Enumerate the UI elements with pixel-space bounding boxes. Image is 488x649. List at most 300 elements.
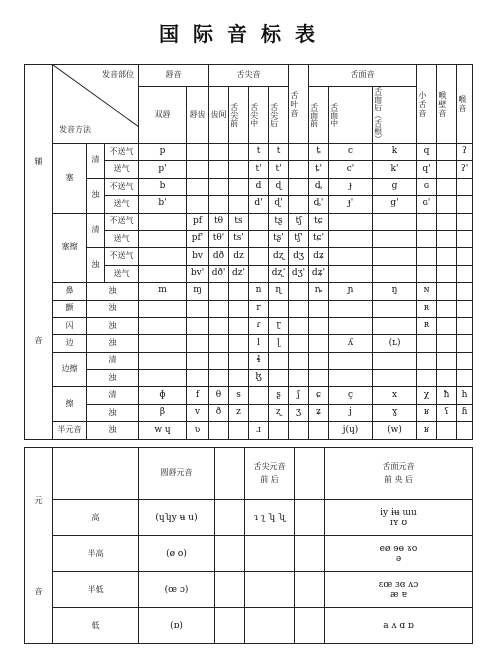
phoneme-cell	[209, 283, 229, 300]
phoneme-cell: k	[373, 144, 417, 161]
phoneme-cell	[249, 404, 269, 421]
blank-cell-2	[295, 572, 325, 608]
phoneme-cell: ʔ'	[457, 161, 473, 178]
phoneme-cell	[329, 300, 373, 317]
side-label-column	[25, 65, 53, 440]
blank-cell-2	[295, 500, 325, 536]
subgroup-label: 唇齿	[189, 110, 206, 120]
manner-cell: 边	[53, 335, 87, 352]
phoneme-cell	[209, 335, 229, 352]
phoneme-cell: ɴ	[417, 283, 437, 300]
phoneme-cell: ʂ	[269, 387, 289, 404]
dorsal-vowels-secondary: ə	[395, 553, 402, 564]
phoneme-cell: ɸ	[139, 387, 187, 404]
phoneme-cell	[187, 370, 209, 387]
dorsal-vowels-secondary: æ ɐ	[390, 589, 407, 600]
phoneme-cell: θ	[209, 387, 229, 404]
phoneme-cell	[187, 335, 209, 352]
phoneme-cell: f	[187, 387, 209, 404]
phoneme-cell: q	[417, 144, 437, 161]
phoneme-cell: ʁ	[417, 404, 437, 421]
phoneme-cell: ts	[229, 213, 249, 230]
phoneme-cell	[437, 161, 457, 178]
phoneme-cell: g	[373, 178, 417, 195]
phoneme-cell: dʑ'	[309, 265, 329, 282]
dorsal-vowel-cell	[325, 500, 473, 536]
phoneme-cell	[437, 248, 457, 265]
dorsal-sub: 前 央 后	[383, 474, 414, 484]
vowel-row	[25, 536, 473, 572]
phoneme-cell: tʃ'	[289, 230, 309, 247]
voicing-cell: 浊	[87, 317, 139, 334]
phoneme-cell: z	[229, 404, 249, 421]
phoneme-cell: t	[269, 144, 289, 161]
phoneme-cell: ʀ	[417, 300, 437, 317]
phoneme-cell: c'	[329, 161, 373, 178]
consonant-row	[25, 370, 473, 387]
phoneme-cell	[187, 352, 209, 369]
phoneme-cell	[187, 317, 209, 334]
group-label: 喉壁音	[437, 90, 447, 118]
phoneme-cell	[437, 265, 457, 282]
phoneme-cell	[229, 370, 249, 387]
phoneme-cell	[417, 265, 437, 282]
subgroup-label: 舌面后（舌根）	[373, 87, 383, 143]
phoneme-cell	[187, 300, 209, 317]
phoneme-cell: dʐ	[269, 248, 289, 265]
phoneme-cell	[437, 178, 457, 195]
phoneme-cell	[289, 352, 309, 369]
phoneme-cell: r	[249, 300, 269, 317]
phoneme-cell	[457, 335, 473, 352]
phoneme-cell	[309, 370, 329, 387]
phoneme-cell: ɖ	[269, 178, 289, 195]
phoneme-cell	[457, 352, 473, 369]
voicing-cell: 浊	[87, 422, 139, 439]
phoneme-cell	[417, 335, 437, 352]
consonant-row	[25, 387, 473, 404]
phoneme-cell	[417, 248, 437, 265]
phoneme-cell: ʀ	[417, 317, 437, 334]
consonant-row	[25, 352, 473, 369]
vowel-height-cell: 高	[53, 500, 139, 536]
phoneme-cell: tʂ	[269, 213, 289, 230]
phoneme-cell	[457, 196, 473, 213]
rounded-vowel-header: 圆唇元音	[139, 448, 215, 500]
phoneme-cell	[437, 283, 457, 300]
phoneme-cell	[229, 317, 249, 334]
subgroup-header-0-0	[139, 87, 187, 144]
apical-label: 舌尖元音	[253, 461, 286, 471]
phoneme-cell	[417, 352, 437, 369]
aspiration-cell: 送气	[105, 196, 139, 213]
voicing-cell: 浊	[87, 335, 139, 352]
voicing-cell: 浊	[87, 248, 105, 283]
subgroup-label: 齿间	[210, 110, 227, 120]
phoneme-cell	[373, 352, 417, 369]
phoneme-cell: pf	[187, 213, 209, 230]
phoneme-cell	[229, 161, 249, 178]
phoneme-cell	[269, 422, 289, 439]
phoneme-cell	[209, 178, 229, 195]
vowel-side-yin: 音	[34, 586, 43, 596]
phoneme-cell	[269, 300, 289, 317]
phoneme-cell	[457, 422, 473, 439]
phoneme-cell	[249, 230, 269, 247]
phoneme-cell	[309, 422, 329, 439]
phoneme-cell: dʒ'	[289, 265, 309, 282]
phoneme-cell: ħ	[437, 387, 457, 404]
phoneme-cell	[437, 230, 457, 247]
phoneme-cell	[457, 248, 473, 265]
group-header-3: 舌面音	[309, 65, 417, 87]
phoneme-cell	[209, 161, 229, 178]
subgroup-header-1-3	[269, 87, 289, 144]
phoneme-cell: (w)	[373, 422, 417, 439]
consonant-row	[25, 422, 473, 439]
phoneme-cell: d	[249, 178, 269, 195]
manner-cell: 鼻	[53, 283, 87, 300]
phoneme-cell: dʒ	[289, 248, 309, 265]
subgroup-header-1-2	[249, 87, 269, 144]
phoneme-cell	[187, 161, 209, 178]
phoneme-cell: x	[373, 387, 417, 404]
group-header-2	[289, 65, 309, 144]
phoneme-cell: ɭ	[269, 335, 289, 352]
consonant-row	[25, 213, 473, 230]
phoneme-cell: tɕ	[309, 213, 329, 230]
phoneme-cell	[309, 352, 329, 369]
phoneme-cell	[373, 370, 417, 387]
phoneme-cell: v	[187, 404, 209, 421]
phoneme-cell	[309, 317, 329, 334]
phoneme-cell: d'	[249, 196, 269, 213]
phoneme-cell: ts'	[229, 230, 249, 247]
phoneme-cell	[457, 265, 473, 282]
phoneme-cell: dʑ	[309, 248, 329, 265]
phoneme-cell	[139, 317, 187, 334]
blank-cell	[215, 500, 245, 536]
vowel-height-cell: 半低	[53, 572, 139, 608]
aspiration-cell: 送气	[105, 161, 139, 178]
phoneme-cell: ɬ	[249, 352, 269, 369]
phoneme-cell: ŋ	[373, 283, 417, 300]
dorsal-vowels-secondary: ɪʏ ʊ	[389, 517, 408, 528]
aspiration-cell: 送气	[105, 265, 139, 282]
blank-cell	[215, 536, 245, 572]
phoneme-cell	[329, 213, 373, 230]
phoneme-cell	[139, 265, 187, 282]
group-label: 喉音	[457, 95, 467, 113]
phoneme-cell	[187, 178, 209, 195]
phoneme-cell: s	[229, 387, 249, 404]
phoneme-cell	[229, 178, 249, 195]
phoneme-cell	[437, 352, 457, 369]
blank-cell	[215, 608, 245, 644]
subgroup-header-1-1	[229, 87, 249, 144]
phoneme-cell	[329, 230, 373, 247]
phoneme-cell	[437, 144, 457, 161]
phoneme-cell	[417, 370, 437, 387]
phoneme-cell	[417, 230, 437, 247]
phoneme-cell: t'	[269, 161, 289, 178]
phoneme-cell: j	[329, 404, 373, 421]
phoneme-cell	[289, 370, 309, 387]
phoneme-cell: ɟ'	[329, 196, 373, 213]
voicing-cell: 清	[87, 144, 105, 179]
voicing-cell: 清	[87, 213, 105, 248]
manner-label: 发音方法	[59, 125, 91, 135]
group-header-0: 唇音	[139, 65, 209, 87]
apical-vowel-cell: ɿ ʅ ʮ ʯ	[245, 500, 295, 536]
consonant-row	[25, 317, 473, 334]
phoneme-cell	[229, 300, 249, 317]
phoneme-cell: c	[329, 144, 373, 161]
phoneme-cell: j(ɥ)	[329, 422, 373, 439]
consonant-row	[25, 300, 473, 317]
group-header-4	[417, 65, 437, 144]
dorsal-vowel-header	[325, 448, 473, 500]
vowel-row	[25, 608, 473, 644]
phoneme-cell	[209, 196, 229, 213]
phoneme-cell: tʃ	[289, 213, 309, 230]
phoneme-cell	[209, 317, 229, 334]
side-label-fu: 辅	[34, 157, 43, 167]
phoneme-cell	[139, 370, 187, 387]
apical-vowel-header	[245, 448, 295, 500]
phoneme-cell: h	[457, 387, 473, 404]
rounded-vowel-cell: (ø o)	[139, 536, 215, 572]
phoneme-cell: ɢ'	[417, 196, 437, 213]
consonant-row	[25, 178, 473, 195]
phoneme-cell: tʂ'	[269, 230, 289, 247]
phoneme-cell	[437, 422, 457, 439]
manner-cell: 擦	[53, 387, 87, 422]
blank-cell-2	[295, 536, 325, 572]
aspiration-cell: 不送气	[105, 248, 139, 265]
phoneme-cell	[139, 248, 187, 265]
subgroup-label: 舌尖前	[229, 103, 239, 127]
phoneme-cell	[289, 317, 309, 334]
manner-cell: 塞擦	[53, 213, 87, 283]
phoneme-cell	[373, 300, 417, 317]
aspiration-cell: 不送气	[105, 178, 139, 195]
dorsal-vowel-cell	[325, 608, 473, 644]
phoneme-cell	[209, 300, 229, 317]
rounded-vowel-cell: (œ ɔ)	[139, 572, 215, 608]
phoneme-cell	[249, 248, 269, 265]
phoneme-cell: ɹ	[249, 422, 269, 439]
subgroup-label: 舌面中	[329, 103, 339, 127]
phoneme-cell	[139, 335, 187, 352]
phoneme-cell	[437, 300, 457, 317]
phoneme-cell: k'	[373, 161, 417, 178]
phoneme-cell: bv'	[187, 265, 209, 282]
phoneme-cell	[209, 370, 229, 387]
manner-cell: 闪	[53, 317, 87, 334]
phoneme-cell	[457, 213, 473, 230]
consonant-table	[24, 64, 473, 440]
subgroup-label: 舌尖后	[269, 103, 279, 127]
phoneme-cell	[289, 422, 309, 439]
group-header-6	[457, 65, 473, 144]
phoneme-cell	[209, 422, 229, 439]
subgroup-header-3-1	[329, 87, 373, 144]
phoneme-cell: ð	[209, 404, 229, 421]
phoneme-cell	[289, 178, 309, 195]
group-label: 小舌音	[417, 90, 427, 118]
vowel-row	[25, 500, 473, 536]
phoneme-cell	[229, 196, 249, 213]
phoneme-cell: ɟ	[329, 178, 373, 195]
consonant-row	[25, 283, 473, 300]
apical-vowel-cell	[245, 572, 295, 608]
phoneme-cell	[373, 213, 417, 230]
phoneme-cell	[373, 230, 417, 247]
phoneme-cell	[229, 422, 249, 439]
voicing-cell: 浊	[87, 283, 139, 300]
phoneme-cell	[329, 248, 373, 265]
phoneme-cell	[139, 300, 187, 317]
phoneme-cell	[373, 248, 417, 265]
phoneme-cell: w ɥ	[139, 422, 187, 439]
phoneme-cell	[373, 317, 417, 334]
subgroup-label: 双唇	[154, 110, 171, 120]
phoneme-cell: ɦ	[457, 404, 473, 421]
phoneme-cell: t	[249, 144, 269, 161]
page-title: 国际音标表	[159, 22, 329, 46]
apical-vowel-cell	[245, 536, 295, 572]
phoneme-cell: ɕ	[309, 387, 329, 404]
manner-cell: 塞	[53, 144, 87, 214]
phoneme-cell	[329, 265, 373, 282]
phoneme-cell: ʁ	[417, 422, 437, 439]
phoneme-cell: ȵ	[309, 283, 329, 300]
voicing-cell: 浊	[87, 370, 139, 387]
phoneme-cell: ʃ	[289, 387, 309, 404]
dorsal-label: 舌面元音	[382, 461, 415, 471]
phoneme-cell: ɱ	[187, 283, 209, 300]
consonant-row	[25, 144, 473, 161]
phoneme-cell: p	[139, 144, 187, 161]
phoneme-cell	[289, 144, 309, 161]
phoneme-cell	[289, 335, 309, 352]
dorsal-vowels-main: eø ɘɵ ɤo	[379, 543, 418, 554]
phoneme-cell	[269, 370, 289, 387]
phoneme-cell	[289, 196, 309, 213]
side-label-yin: 音	[34, 335, 43, 345]
phoneme-cell	[457, 370, 473, 387]
phoneme-cell	[457, 230, 473, 247]
phoneme-cell	[329, 370, 373, 387]
phoneme-cell: ɾ	[249, 317, 269, 334]
phoneme-cell	[309, 300, 329, 317]
phoneme-cell: ç	[329, 387, 373, 404]
phoneme-cell: dð'	[209, 265, 229, 282]
subgroup-label: 舌尖中	[249, 103, 259, 127]
phoneme-cell	[289, 300, 309, 317]
group-label: 舌叶音	[289, 90, 299, 118]
manner-cell: 半元音	[53, 422, 87, 439]
phoneme-cell	[209, 352, 229, 369]
phoneme-cell: ʋ	[187, 422, 209, 439]
phoneme-cell: (ʟ)	[373, 335, 417, 352]
phoneme-cell: χ	[417, 387, 437, 404]
phoneme-cell	[249, 265, 269, 282]
phoneme-cell	[229, 144, 249, 161]
phoneme-cell	[457, 283, 473, 300]
dorsal-vowels-main: a ʌ ɑ ɒ	[383, 620, 414, 631]
phoneme-cell: dz	[229, 248, 249, 265]
phoneme-cell: b	[139, 178, 187, 195]
phoneme-cell: pf'	[187, 230, 209, 247]
phoneme-cell	[437, 370, 457, 387]
phoneme-cell: ʎ	[329, 335, 373, 352]
vowel-side-label	[25, 448, 53, 644]
phoneme-cell	[437, 317, 457, 334]
aspiration-cell: 不送气	[105, 213, 139, 230]
phoneme-cell	[417, 213, 437, 230]
consonant-row	[25, 404, 473, 421]
phoneme-cell	[139, 230, 187, 247]
phoneme-cell	[139, 352, 187, 369]
phoneme-cell	[457, 178, 473, 195]
phoneme-cell: ʕ	[437, 404, 457, 421]
blank-cell	[215, 572, 245, 608]
subgroup-label: 舌面前	[309, 103, 319, 127]
voicing-cell: 浊	[87, 300, 139, 317]
subgroup-header-3-2	[373, 87, 417, 144]
vowel-row	[25, 572, 473, 608]
manner-cell: 颤	[53, 300, 87, 317]
phoneme-cell: ɣ	[373, 404, 417, 421]
rounded-vowel-cell: (ɒ)	[139, 608, 215, 644]
phoneme-cell: ȶ	[309, 144, 329, 161]
phoneme-cell: tθ'	[209, 230, 229, 247]
phoneme-cell	[289, 161, 309, 178]
phoneme-cell: g'	[373, 196, 417, 213]
phoneme-cell	[269, 352, 289, 369]
phoneme-cell	[139, 213, 187, 230]
phoneme-cell	[329, 352, 373, 369]
vowel-table	[24, 447, 473, 644]
subgroup-header-3-0	[309, 87, 329, 144]
phoneme-cell	[289, 283, 309, 300]
phoneme-cell	[309, 335, 329, 352]
subgroup-header-0-1	[187, 87, 209, 144]
blank-cell-2	[295, 608, 325, 644]
phoneme-cell	[187, 196, 209, 213]
phoneme-cell	[329, 317, 373, 334]
phoneme-cell: ɖ'	[269, 196, 289, 213]
manner-cell: 边擦	[53, 352, 87, 387]
phoneme-cell	[373, 265, 417, 282]
dorsal-vowel-cell	[325, 536, 473, 572]
vowel-side-yuan: 元	[34, 495, 43, 505]
phoneme-cell	[229, 283, 249, 300]
vowel-height-cell: 半高	[53, 536, 139, 572]
group-header-5	[437, 65, 457, 144]
place-label: 发音部位	[102, 70, 135, 79]
voicing-cell: 清	[87, 352, 139, 369]
consonant-row	[25, 248, 473, 265]
phoneme-cell: tθ	[209, 213, 229, 230]
phoneme-cell: bv	[187, 248, 209, 265]
phoneme-cell: dz'	[229, 265, 249, 282]
phoneme-cell: b'	[139, 196, 187, 213]
phoneme-cell: ʔ	[457, 144, 473, 161]
dorsal-vowels-main: ɛœ ɜɞ ʌɔ	[378, 579, 419, 590]
